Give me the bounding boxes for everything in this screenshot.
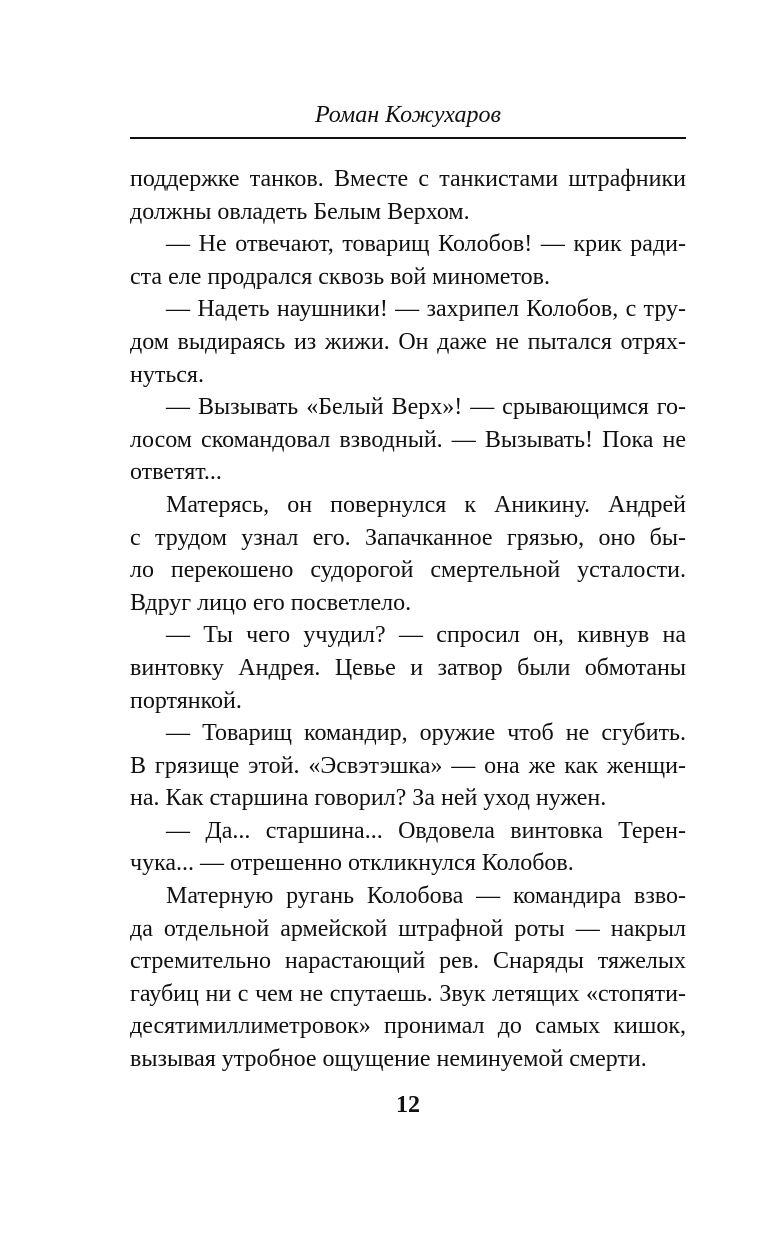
text-line: ло перекошено судорогой смертельной усталости. bbox=[130, 557, 686, 584]
text-line: да отдельной армейской штрафной роты — накрыл bbox=[130, 915, 686, 942]
text-line: гаубиц ни с чем не спутаешь. Звук летящих «стопяти- bbox=[130, 980, 686, 1007]
text-line: Вдруг лицо его посветлело. bbox=[130, 589, 412, 616]
text-line: на. Как старшина говорил? За ней уход нужен. bbox=[130, 785, 607, 812]
text-line: лосом скомандовал взводный. — Вызывать! Пока не bbox=[130, 426, 686, 453]
text-line: — Надеть наушники! — захрипел Колобов, с тру- bbox=[166, 296, 686, 323]
text-line: стремительно нарастающий рев. Снаряды тяжелых bbox=[130, 948, 686, 975]
text-line: чука... — отрешенно откликнулся Колобов. bbox=[130, 850, 574, 877]
body-text bbox=[130, 163, 686, 1076]
text-line: десятимиллиметровок» пронимал до самых кишок, bbox=[130, 1013, 686, 1040]
text-line: нуться. bbox=[130, 361, 204, 388]
page-number: 12 bbox=[396, 1092, 420, 1118]
text-line: — Ты чего учудил? — спросил он, кивнув на bbox=[166, 622, 686, 649]
text-line: с трудом узнал его. Запачканное грязью, оно бы- bbox=[130, 524, 686, 551]
text-line: Матерясь, он повернулся к Аникину. Андрей bbox=[166, 491, 686, 518]
header-rule bbox=[130, 137, 686, 139]
text-line: дом выдираясь из жижи. Он даже не пытался отрях- bbox=[130, 328, 686, 355]
text-line: ответят... bbox=[130, 459, 222, 486]
running-head-title: Роман Кожухаров bbox=[315, 102, 501, 128]
text-line: портянкой. bbox=[130, 687, 242, 714]
text-line: Матерную ругань Колобова — командира взво- bbox=[166, 883, 686, 910]
text-line: — Да... старшина... Овдовела винтовка Терен- bbox=[166, 817, 686, 844]
text-line: В грязище этой. «Эсвэтэшка» — она же как женщи- bbox=[130, 752, 686, 779]
text-line: — Вызывать «Белый Верх»! — срывающимся го- bbox=[166, 394, 686, 421]
text-line: поддержке танков. Вместе с танкистами штрафники bbox=[130, 166, 686, 192]
text-line: ста еле продрался сквозь вой минометов. bbox=[130, 263, 550, 290]
text-line: должны овладеть Белым Верхом. bbox=[130, 198, 470, 225]
text-line: вызывая утробное ощущение неминуемой смерти. bbox=[130, 1046, 647, 1073]
text-line: винтовку Андрея. Цевье и затвор были обмотаны bbox=[130, 654, 686, 681]
text-line: — Не отвечают, товарищ Колобов! — крик ради- bbox=[166, 231, 686, 258]
text-line: — Товарищ командир, оружие чтоб не сгубить. bbox=[166, 720, 686, 747]
